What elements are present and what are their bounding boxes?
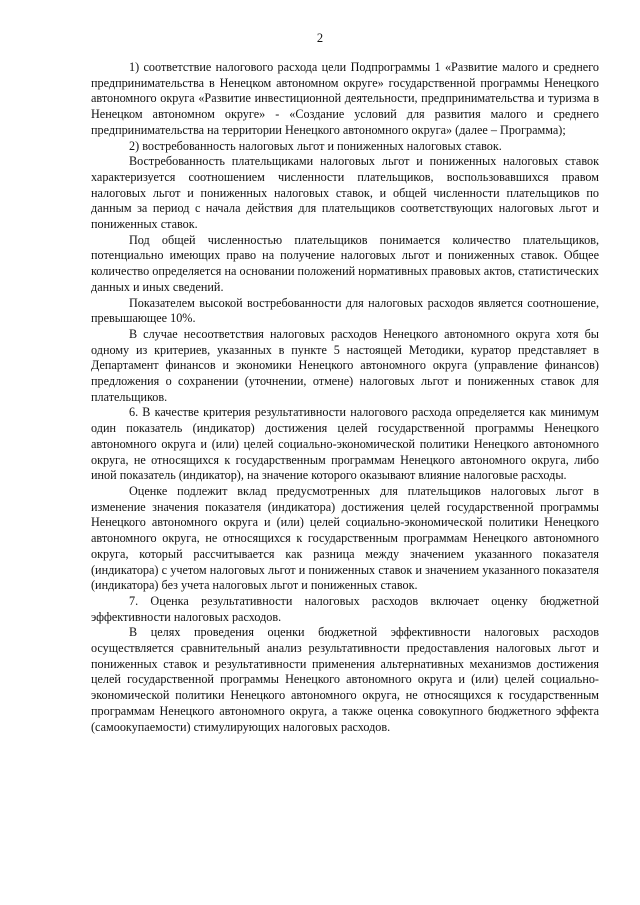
paragraph-budget-efficiency: В целях проведения оценки бюджетной эффективности налоговых расходов осуществляется сравнительный анализ результативности предоставления налоговых льгот и пониженных ставок и результативности применения альтернативных механизмов достижения целей государственной программы Ненецкого автономного округа и (или) целей социально-экономической политики Ненецкого автономного округа, не относящихся к государственным программам Ненецкого автономного округа, а также оценка совокупного бюджетного эффекта (самоокупаемости) стимулирующих налоговых расходов.	[91, 625, 599, 734]
paragraph-total-payers: Под общей численностью плательщиков понимается количество плательщиков, потенциально имеющих право на получение налоговых льгот и пониженных ставок. Общее количество определяется на основании положений нормативных правовых актов, статистических данных и иных сведений.	[91, 232, 599, 294]
paragraph-demand-definition: Востребованность плательщиками налоговых льгот и пониженных налоговых ставок характеризуется соотношением численности плательщиков, воспользовавшихся правом налоговых льгот и пониженных налоговых ставок, и общей численности плательщиков по данным за период с начала действия для плательщиков соответствующих налоговых льгот и пониженных ставок.	[91, 154, 599, 232]
document-body	[91, 60, 599, 735]
page-number: 2	[316, 31, 324, 45]
paragraph-criterion-2: 2) востребованность налоговых льгот и пониженных налоговых ставок.	[129, 138, 502, 153]
paragraph-section-6: 6. В качестве критерия результативности налогового расхода определяется как минимум один показатель (индикатор) достижения целей государственной программы Ненецкого автономного округа и (или) целей социально-экономической политики Ненецкого автономного округа, не относящихся к государственным программам Ненецкого автономного округа, либо иной показатель (индикатор), на значение которого оказывают влияние налоговые расходы.	[91, 405, 599, 483]
paragraph-contribution-assessment: Оценке подлежит вклад предусмотренных для плательщиков налоговых льгот в изменение значения показателя (индикатора) достижения целей государственной программы Ненецкого автономного округа и (или) целей социально-экономической политики Ненецкого автономного округа, не относящихся к государственным программам Ненецкого автономного округа, который рассчитывается как разница между значением указанного показателя (индикатора) с учетом налоговых льгот и пониженных ставок и значением указанного показателя (индикатора) без учета налоговых льгот и пониженных ставок.	[91, 483, 599, 593]
paragraph-high-demand-indicator: Показателем высокой востребованности для налоговых расходов является соотношение, превышающее 10%.	[91, 295, 599, 326]
paragraph-section-7: 7. Оценка результативности налоговых расходов включает оценку бюджетной эффективности налоговых расходов.	[91, 593, 599, 624]
paragraph-criterion-1: 1) соответствие налогового расхода цели Подпрограммы 1 «Развитие малого и среднего предпринимательства в Ненецком автономном округе» государственной программы Ненецкого автономного округа «Развитие инвестиционной деятельности, предпринимательства и туризма в Ненецком автономном округе» - «Создание условий для развития малого и среднего предпринимательства на территории Ненецкого автономного округа» (далее – Программа);	[91, 60, 599, 137]
paragraph-noncompliance: В случае несоответствия налоговых расходов Ненецкого автономного округа хотя бы одному из критериев, указанных в пункте 5 настоящей Методики, куратор представляет в Департамент финансов и экономики Ненецкого автономного округа (управление финансов) предложения о сохранении (уточнении, отмене) налоговых льгот и пониженных ставок для плательщиков.	[91, 326, 599, 404]
